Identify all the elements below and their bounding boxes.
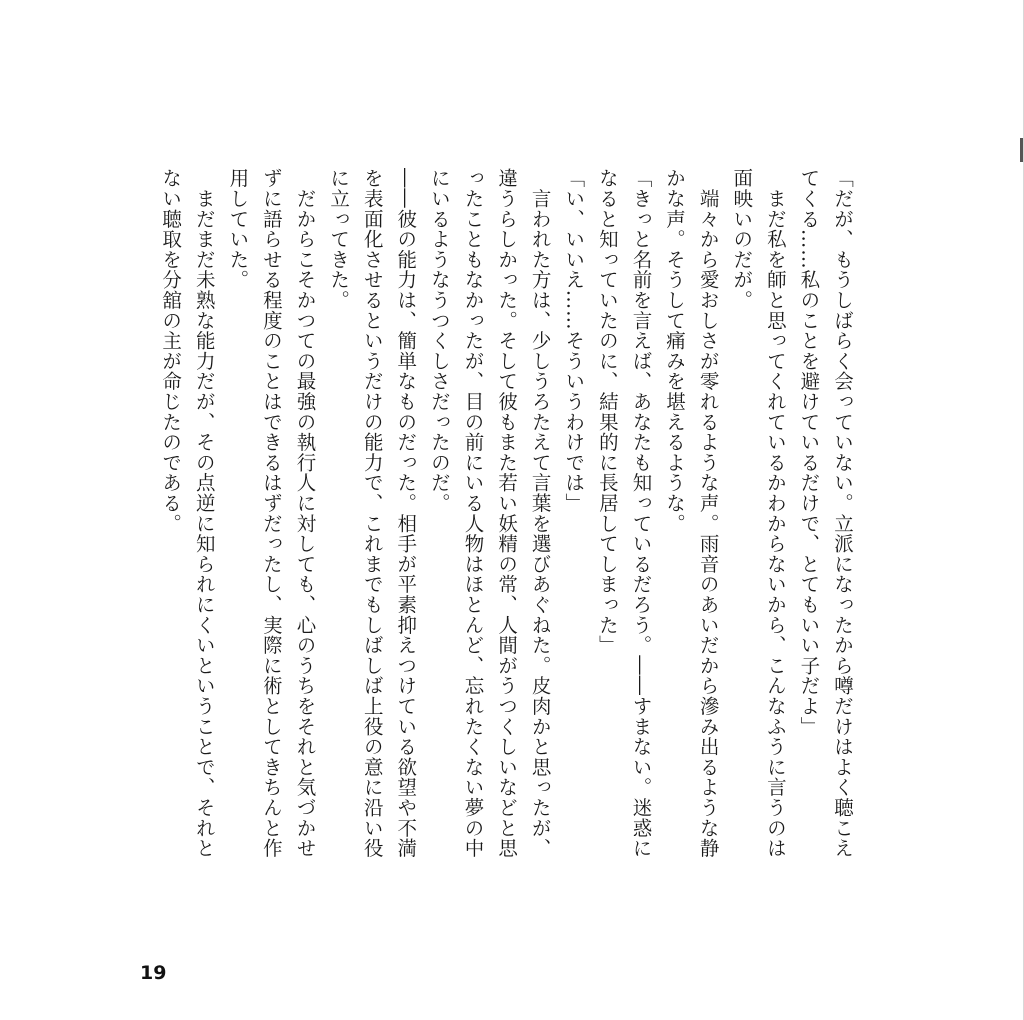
- text-line: 面映いのだが。: [730, 168, 754, 311]
- text-line: だからこそかつての最強の執行人に対しても、心のうちをそれと気づかせ: [293, 168, 317, 859]
- text-line: ――彼の能力は、簡単なものだった。相手が平素抑えつけている欲望や不満: [394, 168, 418, 859]
- text-line: 「きっと名前を言えば、あなたも知っているだろう。――すまない。迷惑に: [629, 168, 653, 859]
- text-line: ずに語らせる程度のことはできるはずだったし、実際に術としてきちんと作: [259, 168, 283, 859]
- text-line: 「だが、もうしばらく会っていない。立派になったから噂だけはよく聴こえ: [831, 168, 854, 859]
- text-line: ったこともなかったが、目の前にいる人物はほとんど、忘れたくない夢の中: [461, 168, 485, 859]
- text-line: ない聴取を分舘の主が命じたのである。: [159, 168, 183, 534]
- text-line: にいるようなうつくしさだったのだ。: [427, 168, 451, 514]
- text-line: 違うらしかった。そして彼もまた若い妖精の常、人間がうつくしいなどと思: [495, 168, 519, 859]
- text-line: 「い、いいえ……そういうわけでは」: [562, 168, 586, 514]
- text-line: てくる……私のことを避けているだけで、とてもいい子だよ」: [797, 168, 821, 737]
- text-line: かな声。そうして痛みを堪えるような。: [663, 168, 687, 534]
- page-edge-marker: [1020, 138, 1023, 162]
- text-line: まだまだ未熟な能力だが、その点逆に知られにくいということで、それと: [192, 168, 216, 859]
- body-text: [154, 168, 859, 908]
- text-line: 用していた。: [226, 168, 250, 290]
- text-line: 端々から愛おしさが零れるような声。雨音のあいだから滲み出るような静: [696, 168, 720, 859]
- text-line: なると知っていたのに、結果的に長居してしまった」: [595, 168, 619, 656]
- text-line: を表面化させるというだけの能力で、これまでもしばしば上役の意に沿い役: [360, 168, 384, 859]
- text-line: に立ってきた。: [327, 168, 351, 311]
- text-line: まだ私を師と思ってくれているかわからないから、こんなふうに言うのは: [763, 168, 787, 859]
- page-number: 19: [140, 962, 167, 984]
- text-line: 言われた方は、少しうろたえて言葉を選びあぐねた。皮肉かと思ったが、: [528, 168, 552, 859]
